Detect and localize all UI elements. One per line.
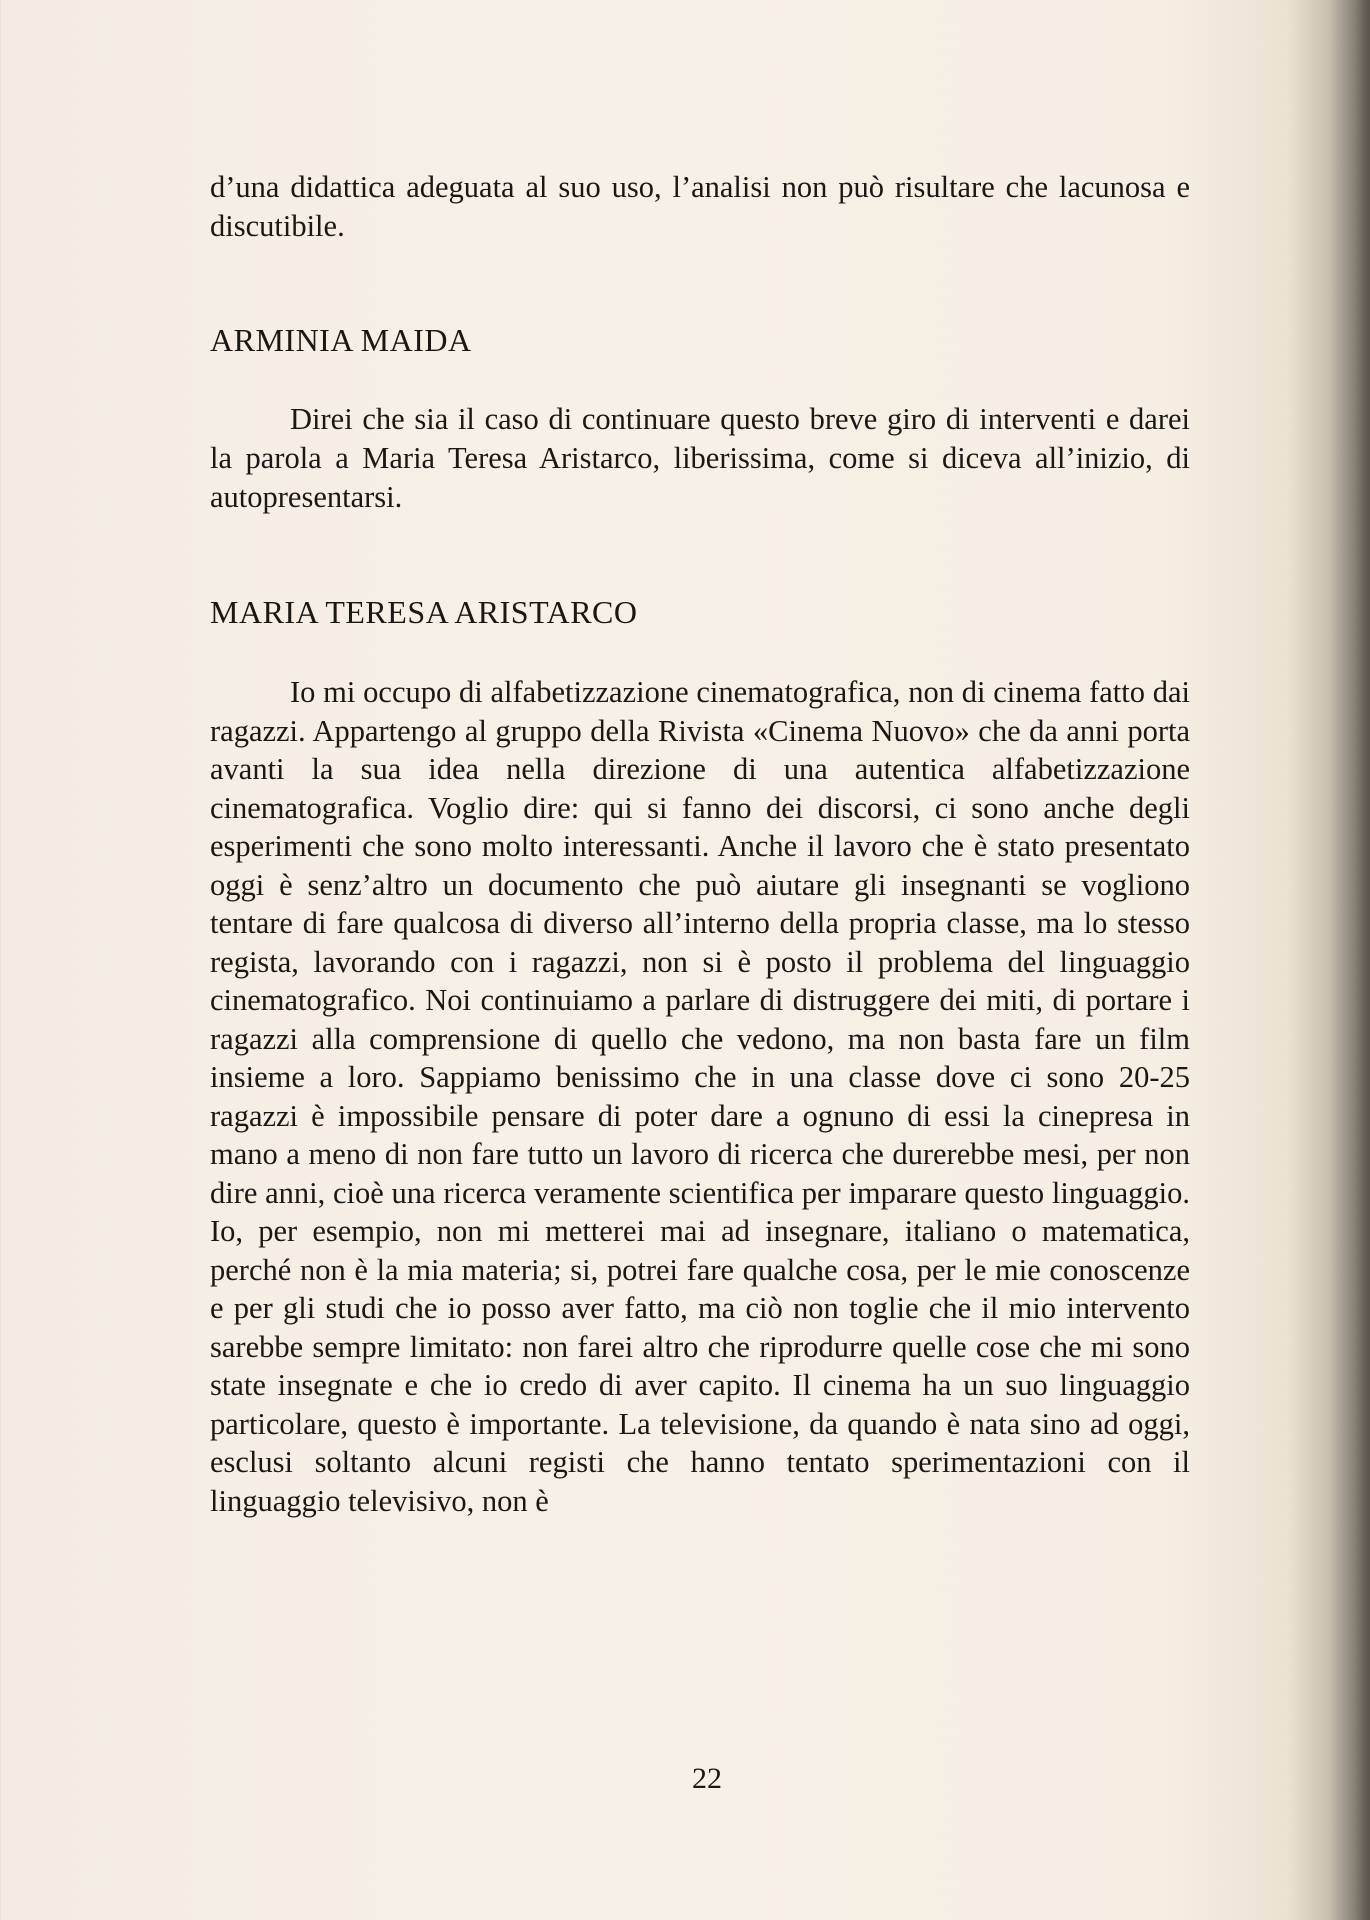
- speaker-heading-maria-teresa-aristarco: MARIA TERESA ARISTARCO: [210, 594, 638, 630]
- speaker-1-paragraph: Direi che sia il caso di continuare questo breve giro di interventi e darei la parola a Maria Teresa Aristarco, liberissima, come si diceva all’inizio, di autopresentarsi.: [210, 402, 1190, 514]
- page-edge-shadow: [1330, 0, 1370, 1920]
- intro-paragraph: d’una didattica adeguata al suo uso, l’analisi non può risultare che lacunosa e discutibile.: [210, 170, 1190, 243]
- speaker-heading-arminia-maida: ARMINIA MAIDA: [210, 322, 472, 358]
- speaker-2-paragraph: Io mi occupo di alfabetizzazione cinematografica, non di cinema fatto dai ragazzi. Appartengo al gruppo della Rivista «Cinema Nuovo» che da anni porta avanti la sua idea nella direzione di una autentica alfabetizzazione cinematografica. Voglio dire: qui si fanno dei discorsi, ci sono anche degli esperimenti che sono molto interessanti. Anche il lavoro che è stato presentato oggi è senz’altro un documento che può aiutare gli insegnanti se vogliono tentare di fare qualcosa di diverso all’interno della propria classe, ma lo stesso regista, lavorando con i ragazzi, non si è posto il problema del linguaggio cinematografico. Noi continuiamo a parlare di distruggere dei miti, di portare i ragazzi alla comprensione di quello che vedono, ma non basta fare un film insieme a loro. Sappiamo benissimo che in una classe dove ci sono 20-25 ragazzi è impossibile pensare di poter dare a ognuno di essi la cinepresa in mano a meno di non fare tutto un lavoro di ricerca che durerebbe mesi, per non dire anni, cioè una ricerca veramente scientifica per imparare questo linguaggio. Io, per esempio, non mi metterei mai ad insegnare, italiano o matematica, perché non è la mia materia; si, potrei fare qualche cosa, per le mie conoscenze e per gli studi che io posso aver fatto, ma ciò non toglie che il mio intervento sarebbe sempre limitato: non farei altro che riprodurre quelle cose che mi sono state insegnate e che io credo di aver capito. Il cinema ha un suo linguaggio particolare, questo è importante. La televisione, da quando è nata sino ad oggi, esclusi soltanto alcuni registi che hanno tentato sperimentazioni con il linguaggio televisivo, non è: [210, 675, 1190, 1518]
- page-number: 22: [692, 1762, 722, 1795]
